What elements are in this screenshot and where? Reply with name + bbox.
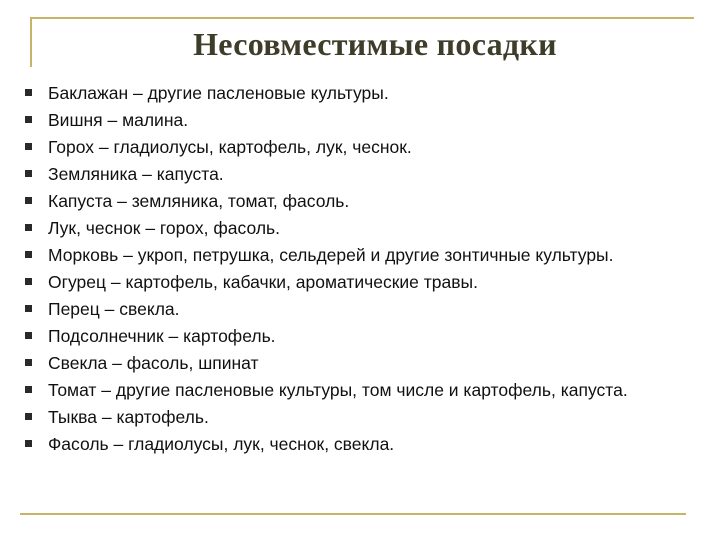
bullet-list xyxy=(0,81,720,459)
square-bullet-icon xyxy=(25,251,32,258)
list-item-text: Лук, чеснок – горох, фасоль. xyxy=(48,218,281,238)
list-item xyxy=(0,270,720,294)
square-bullet-icon xyxy=(25,359,32,366)
square-bullet-icon xyxy=(25,170,32,177)
square-bullet-icon xyxy=(25,305,32,312)
list-item-text: Тыква – картофель. xyxy=(48,407,209,427)
square-bullet-icon xyxy=(25,143,32,150)
list-item xyxy=(0,243,720,267)
list-item-text: Вишня – малина. xyxy=(48,110,189,130)
list-item xyxy=(0,378,720,402)
list-item-text: Морковь – укроп, петрушка, сельдерей и другие зонтичные культуры. xyxy=(48,245,614,265)
frame-left-line xyxy=(30,17,32,67)
list-item xyxy=(0,297,720,321)
list-item-text: Перец – свекла. xyxy=(48,299,180,319)
square-bullet-icon xyxy=(25,278,32,285)
list-item xyxy=(0,108,720,132)
list-item xyxy=(0,162,720,186)
slide-title: Несовместимые посадки xyxy=(193,26,557,62)
square-bullet-icon xyxy=(25,386,32,393)
square-bullet-icon xyxy=(25,197,32,204)
list-item-text: Фасоль – гладиолусы, лук, чеснок, свекла. xyxy=(48,434,395,454)
list-item xyxy=(0,135,720,159)
list-item-text: Капуста – земляника, томат, фасоль. xyxy=(48,191,350,211)
square-bullet-icon xyxy=(25,332,32,339)
list-item-text: Горох – гладиолусы, картофель, лук, чеснок. xyxy=(48,137,412,157)
list-item xyxy=(0,81,720,105)
list-item xyxy=(0,216,720,240)
list-item-text: Баклажан – другие пасленовые культуры. xyxy=(48,83,389,103)
square-bullet-icon xyxy=(25,413,32,420)
frame-bottom-line xyxy=(20,513,686,515)
square-bullet-icon xyxy=(25,89,32,96)
list-item-text: Свекла – фасоль, шпинат xyxy=(48,353,259,373)
frame-top-line xyxy=(30,17,694,19)
square-bullet-icon xyxy=(25,440,32,447)
list-item-text: Подсолнечник – картофель. xyxy=(48,326,276,346)
list-item xyxy=(0,405,720,429)
list-item xyxy=(0,324,720,348)
list-item xyxy=(0,189,720,213)
list-item xyxy=(0,351,720,375)
list-item-text: Земляника – капуста. xyxy=(48,164,224,184)
square-bullet-icon xyxy=(25,224,32,231)
list-item-text: Огурец – картофель, кабачки, ароматические травы. xyxy=(48,272,478,292)
list-item-text: Томат – другие пасленовые культуры, том числе и картофель, капуста. xyxy=(48,380,628,400)
square-bullet-icon xyxy=(25,116,32,123)
list-item xyxy=(0,432,720,456)
